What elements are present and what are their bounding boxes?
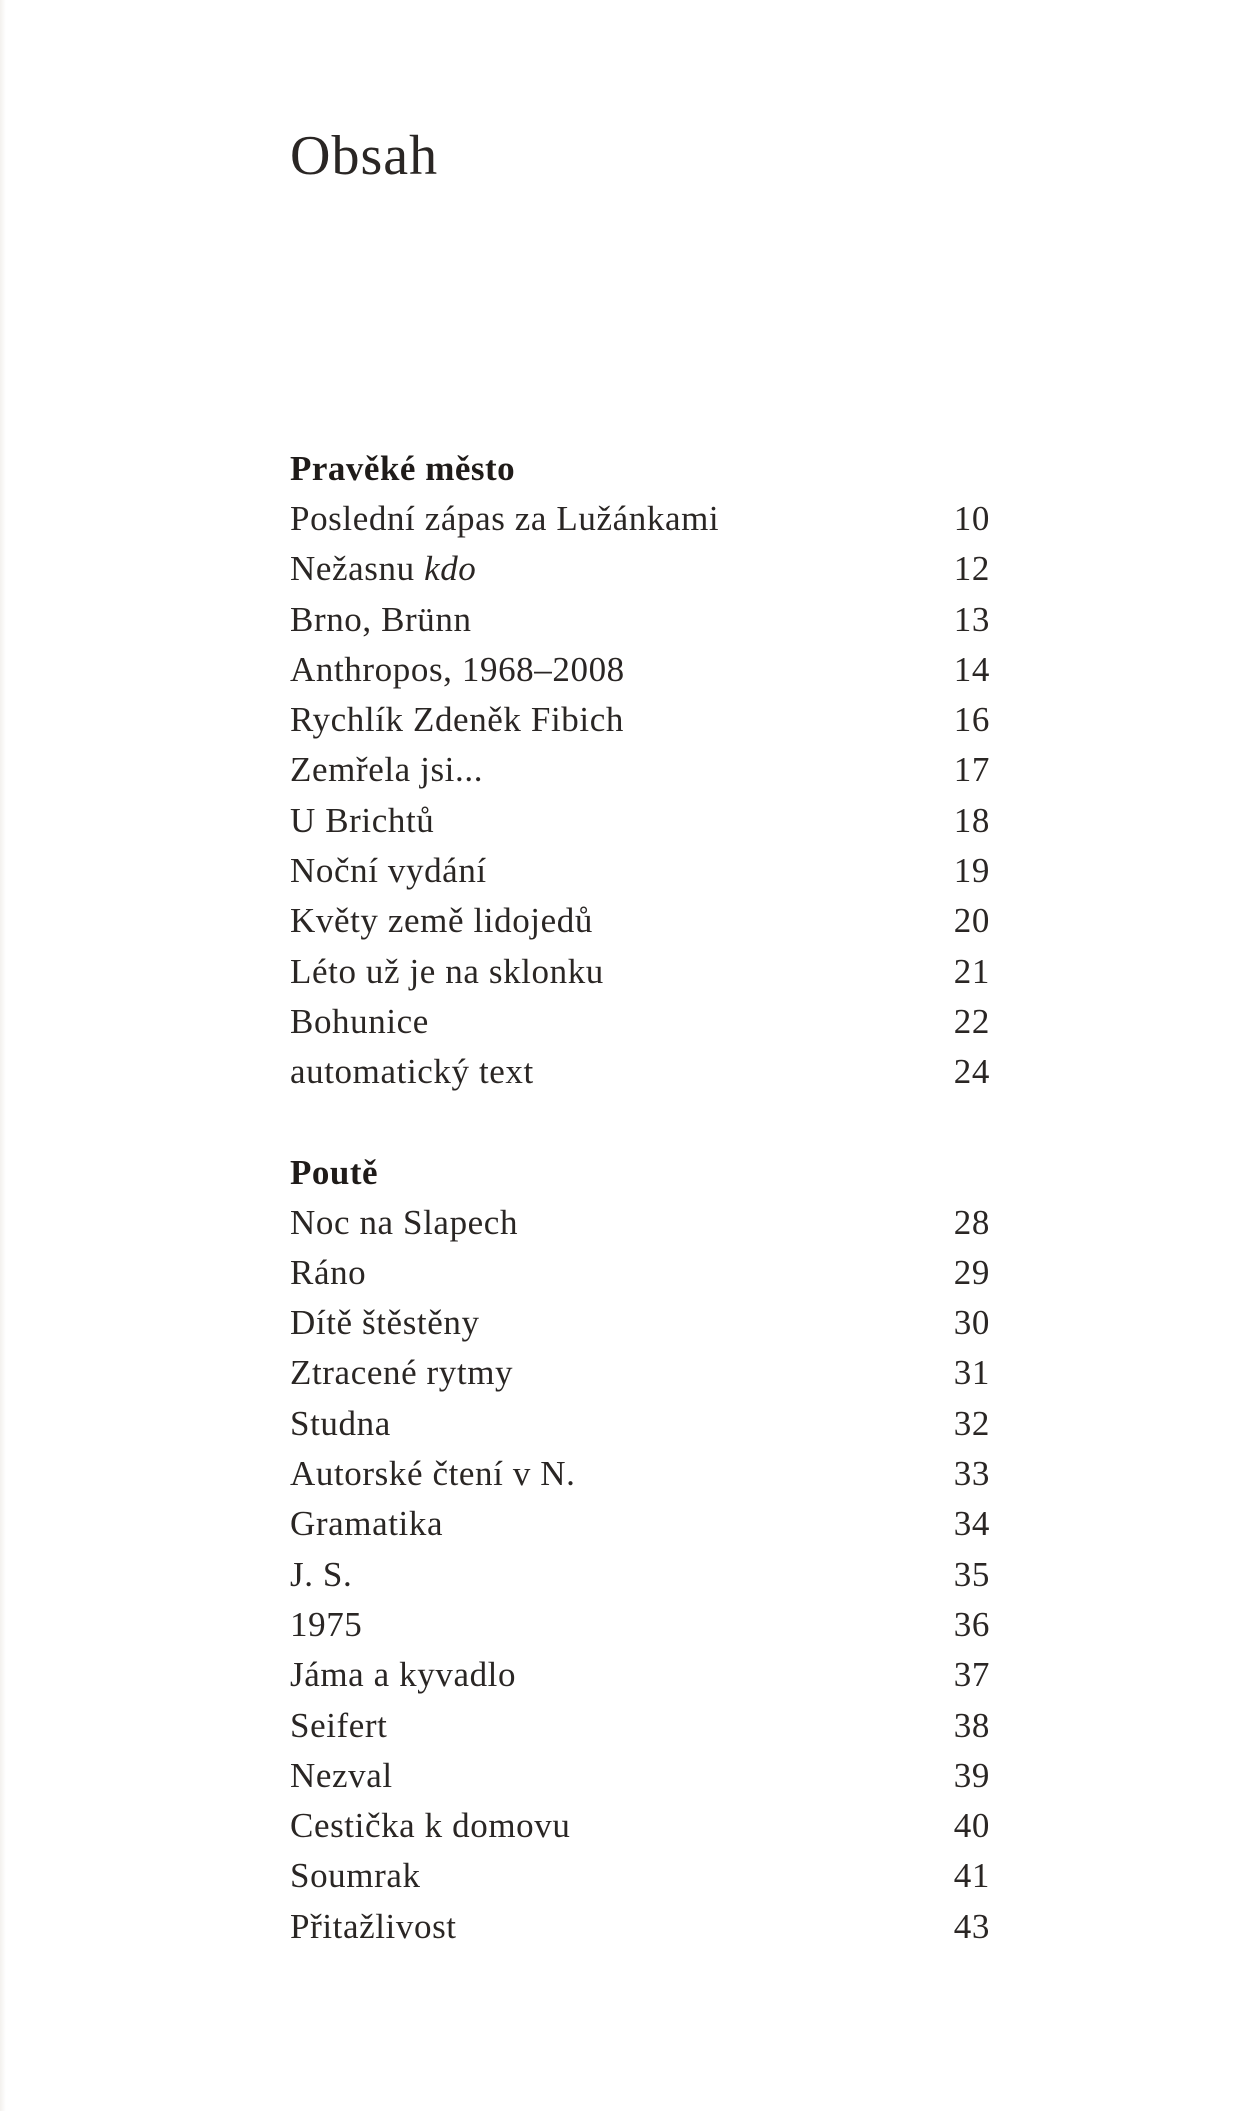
toc-entry <box>290 1902 990 1952</box>
entry-title: Brno, Brünn <box>290 599 472 639</box>
entry-page-number: 20 <box>953 901 990 941</box>
entry-title: Zemřela jsi... <box>290 750 484 790</box>
entry-title: J. S. <box>290 1554 353 1594</box>
entry-title: U Brichtů <box>290 800 435 840</box>
entry-title: Poslední zápas za Lužánkami <box>290 499 720 538</box>
toc-entry <box>290 1198 990 1248</box>
entry-page-number: 19 <box>953 851 990 891</box>
toc-entry <box>290 1348 990 1398</box>
toc-entry <box>290 595 990 645</box>
toc-entry <box>290 1801 990 1851</box>
entry-title: 1975 <box>290 1604 363 1644</box>
entry-title: Ráno <box>290 1252 367 1292</box>
entry-title-roman: Nežasnu <box>290 549 425 589</box>
toc-section-praveke-mesto <box>290 444 990 1098</box>
entry-title: Gramatika <box>290 1504 444 1544</box>
entry-page-number: 40 <box>953 1806 990 1846</box>
toc-entry <box>290 1751 990 1801</box>
entry-title: Léto už je na sklonku <box>290 951 604 991</box>
toc-section-poute <box>290 1148 990 1952</box>
entry-title: Květy země lidojedů <box>290 901 593 941</box>
entry-page-number: 12 <box>953 549 990 589</box>
entry-title: Studna <box>290 1403 391 1443</box>
entry-title: Přitažlivost <box>290 1906 457 1946</box>
entry-title: Rychlík Zdeněk Fibich <box>290 700 624 740</box>
entry-page-number: 43 <box>953 1906 990 1946</box>
section-title: Pravěké město <box>290 449 516 488</box>
entry-page-number: 39 <box>953 1755 990 1795</box>
entry-page-number: 16 <box>953 700 990 740</box>
entry-title: Autorské čtení v N. <box>290 1454 576 1494</box>
entry-page-number: 13 <box>953 599 990 639</box>
entry-title: Cestička k domovu <box>290 1806 571 1846</box>
toc-entry <box>290 1851 990 1901</box>
entry-page-number: 17 <box>953 750 990 790</box>
toc-entry <box>290 997 990 1047</box>
entry-page-number: 33 <box>953 1454 990 1494</box>
entry-page-number: 24 <box>953 1052 990 1092</box>
entry-title: automatický text <box>290 1052 534 1092</box>
entry-title <box>290 544 476 594</box>
toc-entry <box>290 494 990 544</box>
entry-page-number: 41 <box>953 1856 990 1896</box>
entry-title: Anthropos, 1968–2008 <box>290 649 625 689</box>
entry-title-italic: kdo <box>424 549 477 589</box>
toc-entry <box>290 1550 990 1600</box>
entry-page-number: 30 <box>953 1303 990 1343</box>
entry-title: Bohunice <box>290 1001 429 1041</box>
entry-page-number: 14 <box>953 649 990 689</box>
entry-page-number: 36 <box>953 1604 990 1644</box>
toc-entry <box>290 846 990 896</box>
toc-entry <box>290 796 990 846</box>
toc-entry <box>290 1650 990 1700</box>
toc-entry <box>290 1047 990 1097</box>
toc-entry <box>290 896 990 946</box>
toc-entry <box>290 1701 990 1751</box>
entry-page-number: 32 <box>953 1403 990 1443</box>
entry-title: Ztracené rytmy <box>290 1353 514 1393</box>
entry-page-number: 29 <box>953 1252 990 1292</box>
entry-page-number: 38 <box>953 1705 990 1745</box>
toc-entry <box>290 1298 990 1348</box>
toc-entry <box>290 645 990 695</box>
toc-entry <box>290 745 990 795</box>
page-title: Obsah <box>290 125 439 187</box>
entry-page-number: 31 <box>953 1353 990 1393</box>
toc-entry <box>290 1449 990 1499</box>
entry-title: Dítě štěstěny <box>290 1303 480 1343</box>
toc-entry <box>290 1499 990 1549</box>
entry-page-number: 22 <box>953 1001 990 1041</box>
toc-entry <box>290 1248 990 1298</box>
entry-page-number: 21 <box>953 951 990 991</box>
toc-entry <box>290 695 990 745</box>
entry-page-number: 34 <box>953 1504 990 1544</box>
entry-page-number: 35 <box>953 1554 990 1594</box>
entry-title: Noční vydání <box>290 851 487 891</box>
toc-entry <box>290 1399 990 1449</box>
entry-page-number: 28 <box>953 1202 990 1242</box>
toc-entry <box>290 1600 990 1650</box>
section-title: Poutě <box>290 1152 379 1192</box>
entry-title: Noc na Slapech <box>290 1202 519 1242</box>
entry-title: Nezval <box>290 1755 393 1795</box>
entry-title: Jáma a kyvadlo <box>290 1655 517 1695</box>
entry-page-number: 10 <box>953 499 990 538</box>
entry-title: Soumrak <box>290 1856 421 1896</box>
toc-entry <box>290 544 990 594</box>
entry-title: Seifert <box>290 1705 388 1745</box>
entry-page-number: 37 <box>953 1655 990 1695</box>
table-of-contents <box>290 444 990 1952</box>
entry-page-number: 18 <box>953 800 990 840</box>
page-edge-shadow <box>0 0 6 2111</box>
toc-entry <box>290 947 990 997</box>
